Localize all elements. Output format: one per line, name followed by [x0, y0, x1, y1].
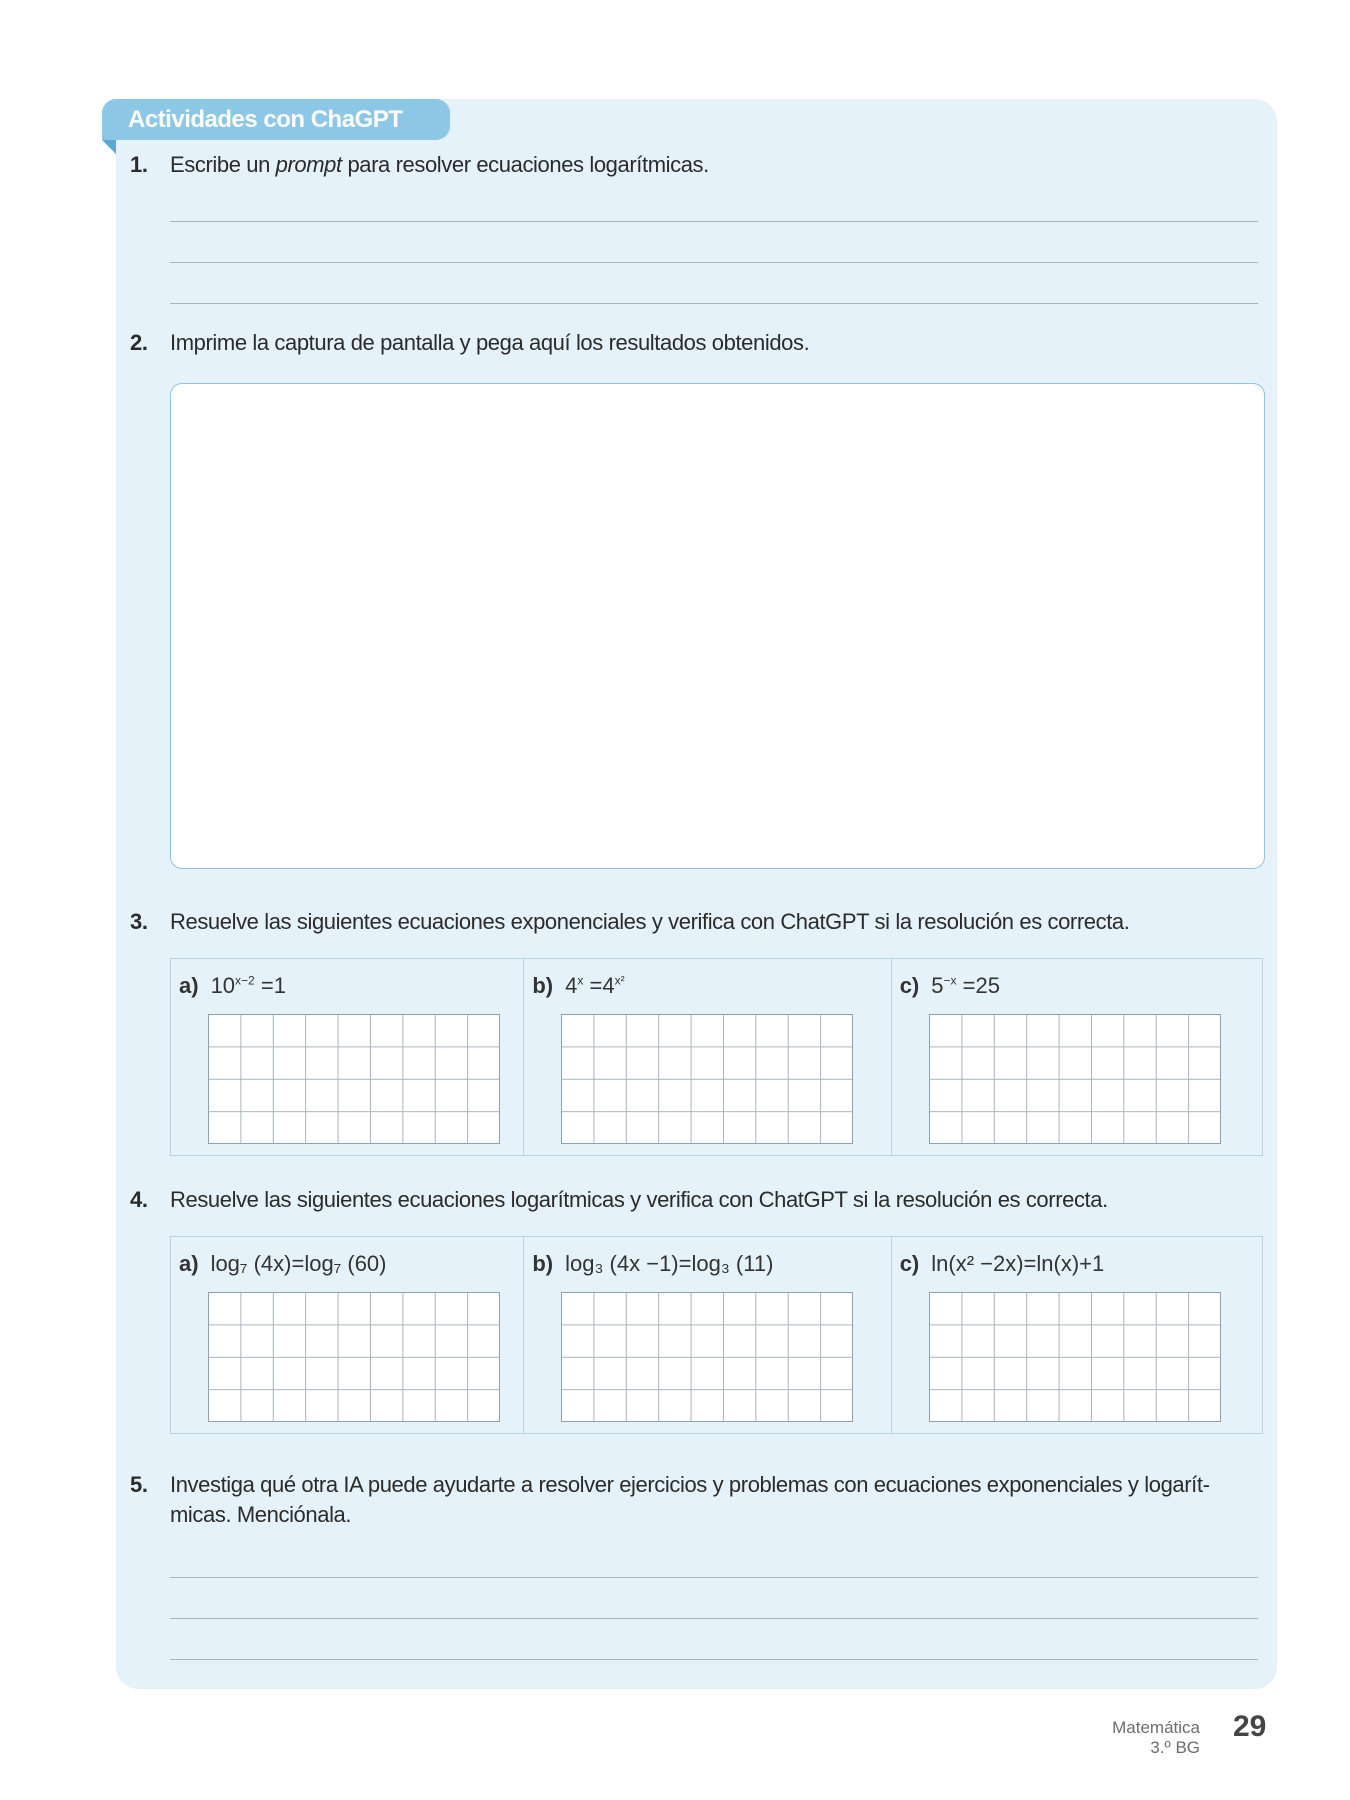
- exercise-label: a) $10^{x-2} =1$: [179, 973, 286, 998]
- answer-grid[interactable]: [561, 1014, 853, 1144]
- answer-line[interactable]: [170, 1577, 1258, 1578]
- answer-grid[interactable]: [929, 1014, 1221, 1144]
- exercise-cell: [171, 959, 524, 1155]
- answer-grid[interactable]: [208, 1292, 500, 1422]
- question-text: Imprime la captura de pantalla y pega aquí los resultados obtenidos.: [170, 330, 810, 355]
- answer-grid[interactable]: [208, 1014, 500, 1144]
- answer-line[interactable]: [170, 303, 1258, 304]
- answer-line[interactable]: [170, 1618, 1258, 1619]
- section-tab-title: Actividades con ChaGPT: [102, 99, 450, 140]
- exercise-label: b) $4^x =4^{x^2}$: [532, 973, 625, 998]
- screenshot-paste-area[interactable]: [170, 383, 1265, 869]
- question-number: 4.: [130, 1187, 148, 1212]
- question-number: 5.: [130, 1472, 148, 1497]
- exercise-cell: [524, 959, 891, 1155]
- answer-grid[interactable]: [929, 1292, 1221, 1422]
- question-number: 2.: [130, 330, 148, 355]
- exercise-label: c) ln(x² −2x)=ln(x)+1: [899, 1251, 1105, 1276]
- exercise-label: c) $5^{-x} =25$: [899, 973, 1000, 998]
- tab-fold-decoration: [102, 140, 116, 154]
- question-number: 3.: [130, 909, 148, 934]
- exercise-label: a) log₇ (4x)=log₇ (60): [179, 1251, 387, 1276]
- answer-line[interactable]: [170, 221, 1258, 222]
- question-number: 1.: [130, 152, 148, 177]
- exercise-label: b) log₃ (4x −1)=log₃ (11): [532, 1251, 774, 1276]
- exercise-cell: [171, 1237, 524, 1433]
- question-text: Resuelve las siguientes ecuaciones exponenciales y verifica con ChatGPT si la resolución es correcta.: [170, 909, 1130, 934]
- answer-line[interactable]: [170, 262, 1258, 263]
- question-text: Escribe un prompt para resolver ecuaciones logarítmicas.: [170, 152, 709, 177]
- logarithmic-exercises-row: [170, 1236, 1263, 1434]
- grade-label: 3.º BG: [1150, 1738, 1200, 1757]
- page-number: 29: [1233, 1710, 1267, 1743]
- exercise-cell: [524, 1237, 891, 1433]
- exercise-cell: [892, 959, 1262, 1155]
- answer-grid[interactable]: [561, 1292, 853, 1422]
- question-text: Investiga qué otra IA puede ayudarte a resolver ejercicios y problemas con ecuaciones exponenciales y logarít-micas. Menciónala.: [170, 1472, 1210, 1527]
- exercise-cell: [892, 1237, 1262, 1433]
- question-text: Resuelve las siguientes ecuaciones logarítmicas y verifica con ChatGPT si la resolución es correcta.: [170, 1187, 1108, 1212]
- answer-line[interactable]: [170, 1659, 1258, 1660]
- exponential-exercises-row: [170, 958, 1263, 1156]
- subject-name: Matemática: [1112, 1718, 1200, 1737]
- footer-subject: [1112, 1718, 1200, 1758]
